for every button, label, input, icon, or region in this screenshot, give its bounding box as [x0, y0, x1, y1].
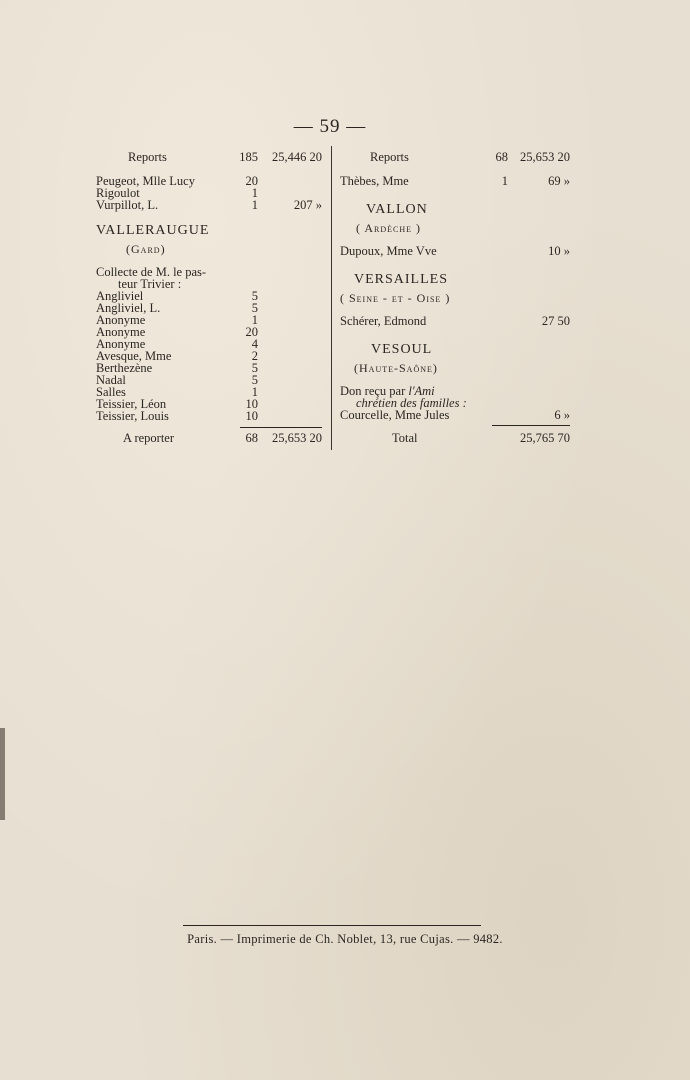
printer-footer: Paris. — Imprimerie de Ch. Noblet, 13, rue Cujas. — 9482.: [187, 932, 503, 946]
left-total-row: [96, 432, 324, 444]
list-item: Anonyme 1: [96, 313, 258, 327]
list-item: Teissier, Louis 10: [96, 409, 258, 423]
list-item: Anonyme 20: [96, 325, 258, 339]
total-rule: [240, 427, 322, 428]
section-subheading-haute-saone: (Haute-Saône): [354, 361, 438, 375]
list-item: Rigoulot 1: [96, 186, 258, 200]
left-entries-2: [96, 290, 324, 422]
collecte-header: Collecte de M. le pas- teur Trivier :: [96, 265, 207, 291]
reports-amount: 25,653 20: [520, 150, 570, 164]
total-rule: [492, 425, 570, 426]
reports-label: Reports: [370, 150, 409, 164]
footer-rule: [183, 925, 481, 926]
reports-label: Reports: [128, 150, 167, 164]
page-number: — 59 —: [293, 116, 367, 137]
section-subheading-seine-et-oise: ( Seine - et - Oise ): [340, 291, 451, 305]
list-item: Peugeot, Mlle Lucy 20: [96, 174, 258, 188]
list-item: Schérer, Edmond 27 50: [340, 314, 570, 328]
list-item: Avesque, Mme 2: [96, 349, 258, 363]
reports-count: 185: [239, 150, 258, 164]
section-subheading-gard: (Gard): [126, 242, 166, 256]
column-divider: [331, 146, 332, 450]
a-reporter-amount: 25,653 20: [272, 431, 322, 445]
list-item: Courcelle, Mme Jules 6 »: [340, 408, 570, 422]
right-total-row: [340, 432, 572, 444]
left-entries-1: [96, 175, 324, 211]
list-item: Berthezène 5: [96, 361, 258, 375]
list-item: Salles 1: [96, 385, 258, 399]
list-item: Angliviel 5: [96, 289, 258, 303]
list-item: Nadal 5: [96, 373, 258, 387]
section-heading-vallon: VALLON: [366, 202, 428, 217]
list-item: Teissier, Léon 10: [96, 397, 258, 411]
a-reporter-label: A reporter: [123, 431, 175, 445]
section-subheading-ardeche: ( Ardèche ): [356, 221, 421, 235]
section-heading-versailles: VERSAILLES: [354, 272, 448, 287]
list-item: Dupoux, Mme Vve 10 »: [340, 244, 570, 258]
right-reports-row: [340, 151, 572, 163]
list-item: Angliviel, L. 5: [96, 301, 258, 315]
list-item: Thèbes, Mme 1 69 »: [340, 174, 570, 188]
total-amount: 25,765 70: [520, 431, 570, 445]
list-item: Anonyme 4: [96, 337, 258, 351]
list-item: Vurpillot, L. 1 207 »: [96, 198, 322, 212]
reports-count: 68: [495, 150, 508, 164]
section-heading-valleraugue: VALLERAUGUE: [96, 223, 210, 238]
total-label: Total: [392, 431, 418, 445]
don-recu-block: Don reçu par l'Ami chrétien des familles : Courcelle, Mme Jules 6 »: [340, 384, 570, 422]
left-reports-row: [96, 151, 324, 163]
a-reporter-count: 68: [245, 431, 258, 445]
page-edge-mark: [0, 728, 5, 820]
section-heading-vesoul: VESOUL: [371, 342, 433, 357]
reports-amount: 25,446 20: [272, 150, 322, 164]
